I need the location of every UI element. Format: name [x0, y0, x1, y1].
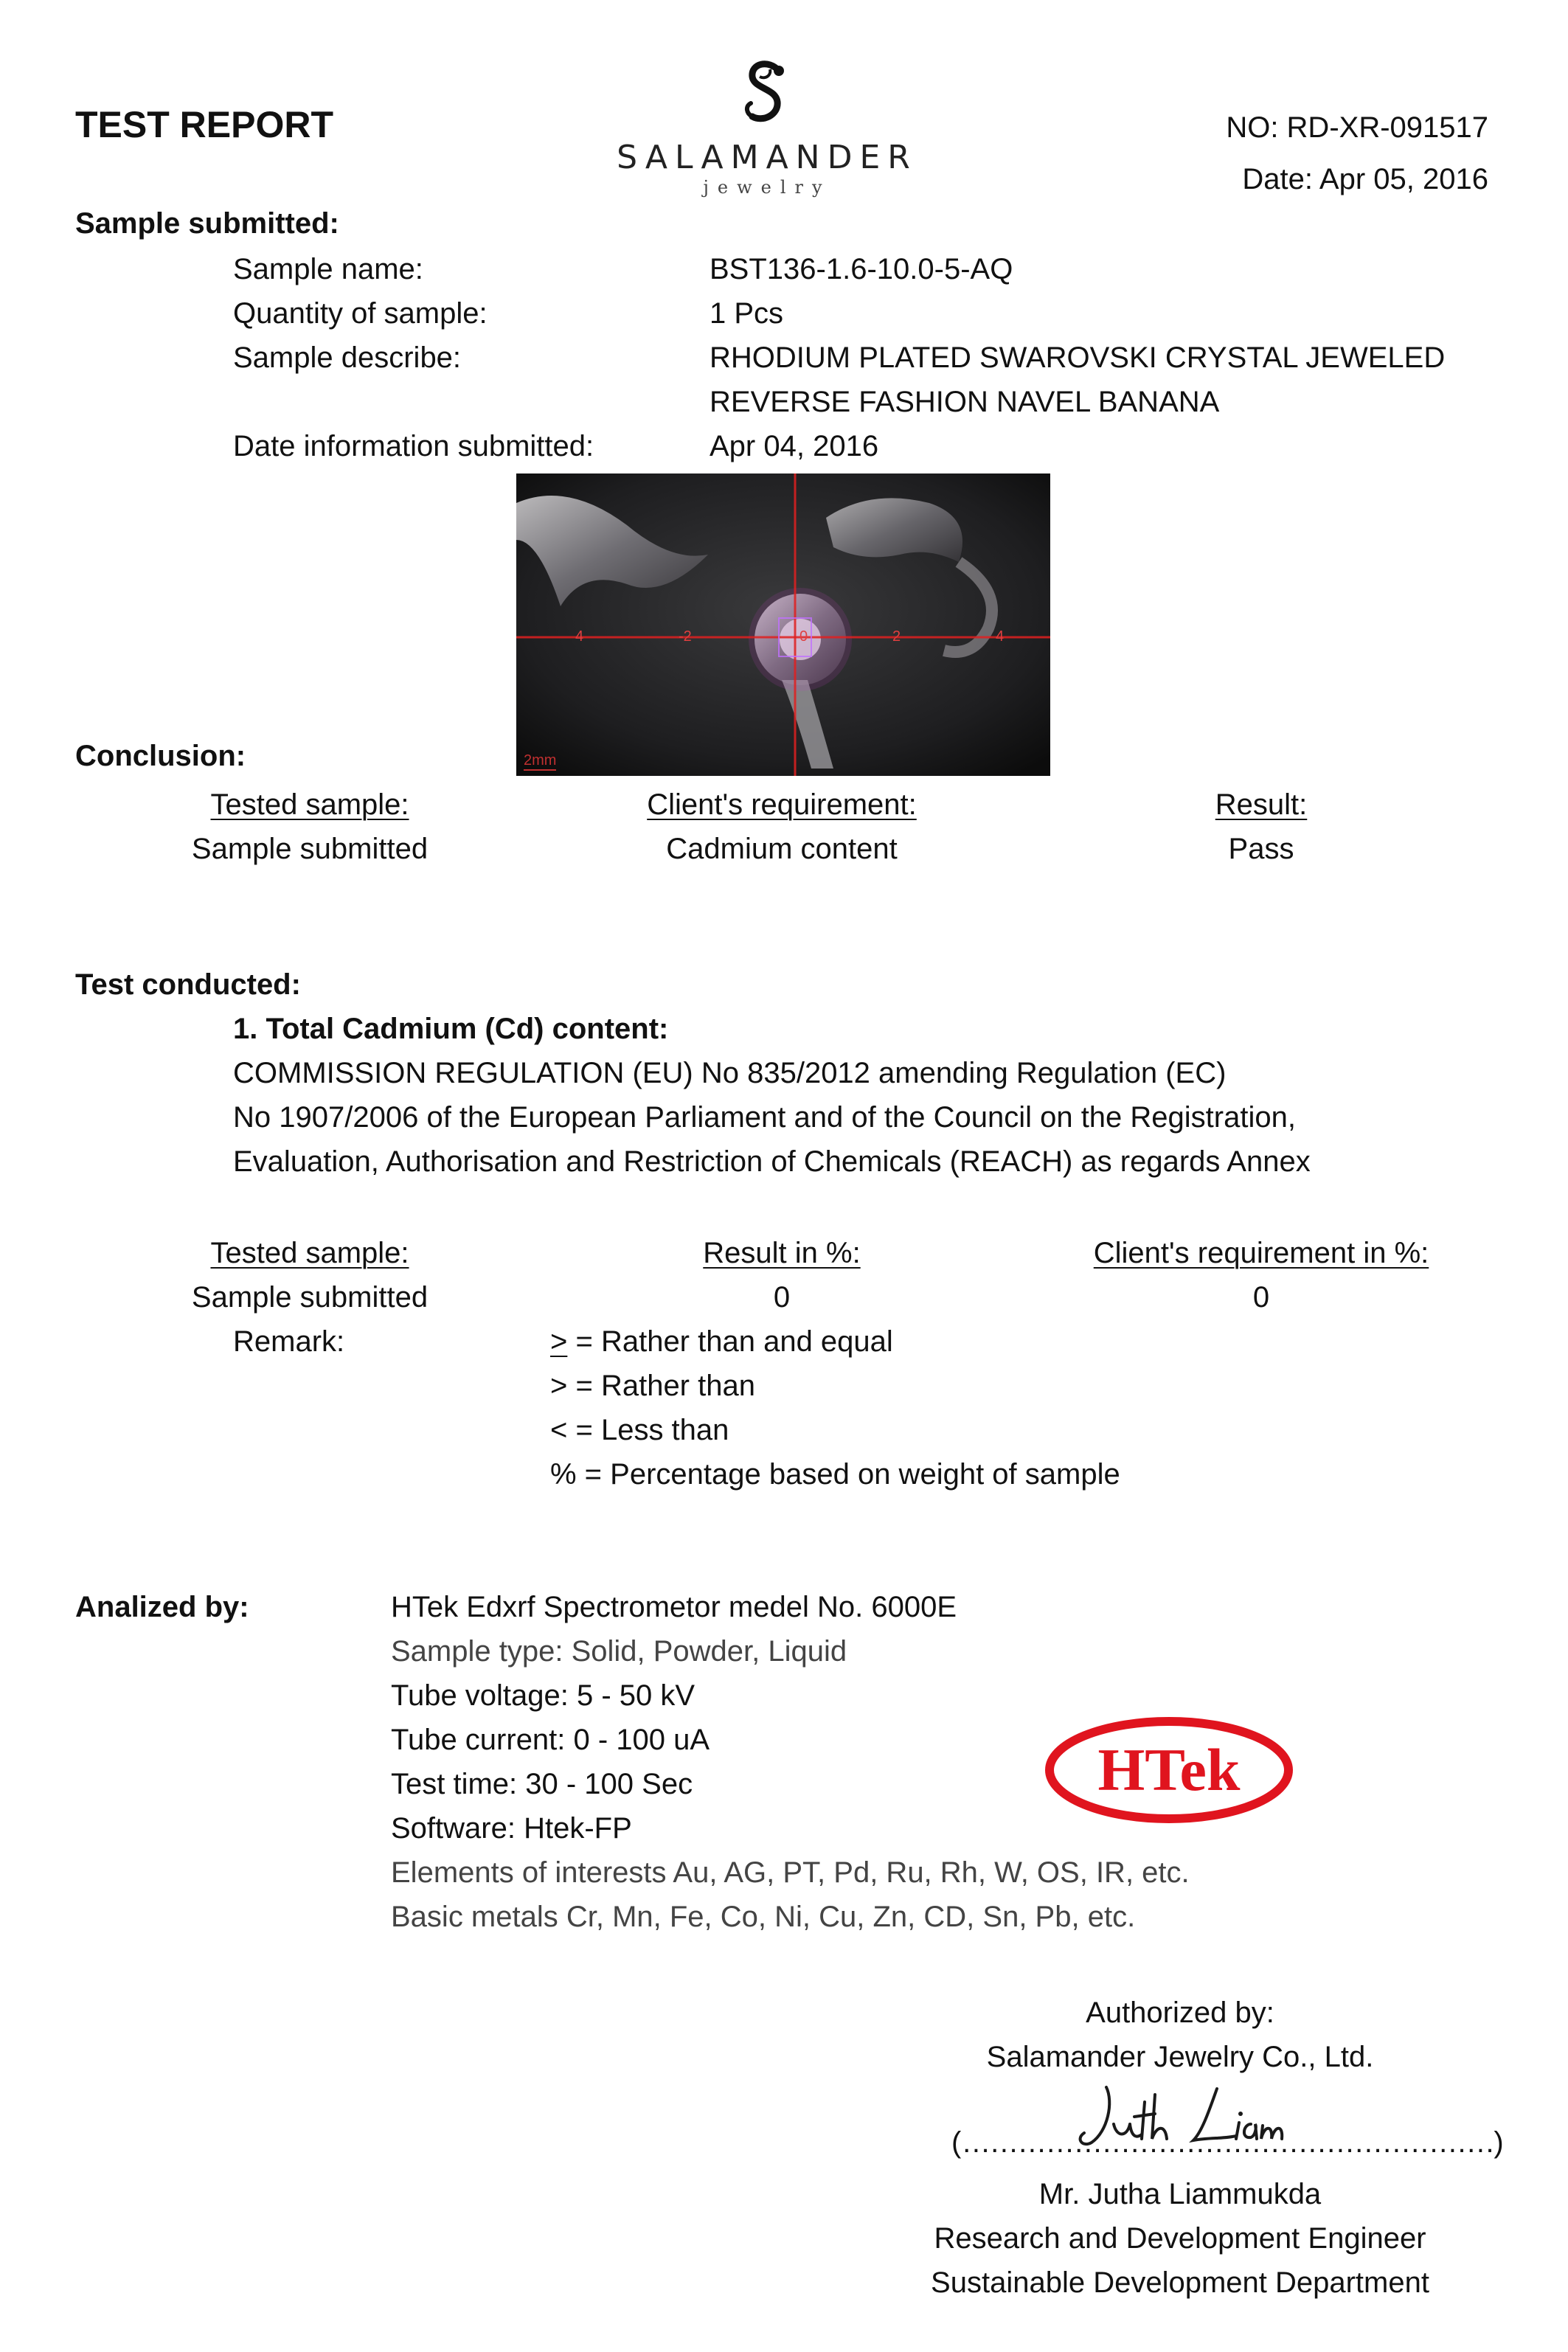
signer-name: Mr. Jutha Liammukda	[1038, 2178, 1322, 2210]
remark-symbol: >	[550, 1325, 568, 1358]
remark-item-3: < = Less than	[550, 1414, 729, 1446]
remark-item-4: % = Percentage based on weight of sample	[550, 1458, 1120, 1491]
sample-date-value: Apr 04, 2016	[710, 430, 879, 462]
test-col3-header: Client's requirement in %:	[1093, 1237, 1429, 1269]
test-item-title: 1. Total Cadmium (Cd) content:	[233, 1013, 669, 1045]
sample-heading: Sample submitted:	[75, 207, 339, 240]
photo-tick: 2	[892, 628, 901, 645]
authorized-label: Authorized by:	[1086, 1997, 1274, 2029]
photo-tick: 4	[575, 628, 584, 645]
test-col2-value: 0	[773, 1281, 791, 1314]
test-col3-value: 0	[1252, 1281, 1270, 1314]
remark-item-1	[550, 1323, 893, 1360]
conclusion-col3-value: Pass	[1228, 833, 1294, 865]
sample-qty-value: 1 Pcs	[710, 297, 784, 330]
report-date: Date: Apr 05, 2016	[1242, 163, 1488, 195]
conclusion-col2-header: Client's requirement:	[647, 788, 917, 821]
signature	[1062, 2080, 1305, 2154]
htek-logo-text: HTek	[1097, 1736, 1241, 1803]
signer-role: Research and Development Engineer	[934, 2222, 1426, 2255]
company-name: Salamander Jewelry Co., Ltd.	[986, 2041, 1374, 2073]
analysis-line7: Elements of interests Au, AG, PT, Pd, Ru, Rh, W, OS, IR, etc.	[391, 1856, 1190, 1889]
sample-qty-label: Quantity of sample:	[233, 297, 488, 330]
analysis-label: Analized by:	[75, 1591, 249, 1623]
test-heading: Test conducted:	[75, 968, 301, 1001]
conclusion-heading: Conclusion:	[75, 740, 246, 772]
report-number: NO: RD-XR-091517	[1226, 111, 1488, 144]
logo-subtitle: jewelry	[703, 177, 831, 198]
remark-label: Remark:	[233, 1325, 345, 1358]
analysis-line3: Tube voltage: 5 - 50 kV	[391, 1679, 695, 1712]
analysis-line8: Basic metals Cr, Mn, Fe, Co, Ni, Cu, Zn, CD, Sn, Pb, etc.	[391, 1901, 1136, 1933]
photo-tick: 4	[996, 628, 1005, 645]
signature-close-paren: )	[1494, 2126, 1504, 2159]
sample-name-label: Sample name:	[233, 253, 423, 285]
test-col1-value: Sample submitted	[191, 1281, 429, 1314]
conclusion-col1-header: Tested sample:	[210, 788, 409, 821]
report-title: TEST REPORT	[75, 104, 334, 145]
analysis-line5: Test time: 30 - 100 Sec	[391, 1768, 693, 1800]
sample-describe-label: Sample describe:	[233, 341, 462, 374]
photo-tick: 0	[799, 628, 808, 645]
logo-name: SALAMANDER	[617, 139, 917, 176]
sample-photo	[516, 473, 1050, 776]
conclusion-col1-value: Sample submitted	[191, 833, 429, 865]
signature-open-paren: (	[951, 2126, 962, 2159]
signature-dots: …………………………………………………	[961, 2126, 1494, 2159]
remark-item-2: > = Rather than	[550, 1370, 755, 1402]
sample-describe-line1: RHODIUM PLATED SWAROVSKI CRYSTAL JEWELED	[710, 341, 1446, 374]
analysis-line2: Sample type: Solid, Powder, Liquid	[391, 1635, 847, 1668]
conclusion-col2-value: Cadmium content	[666, 833, 898, 865]
regulation-line1: COMMISSION REGULATION (EU) No 835/2012 amending Regulation (EC)	[233, 1057, 1227, 1089]
sample-name-value: BST136-1.6-10.0-5-AQ	[710, 253, 1013, 285]
salamander-logo-icon	[730, 58, 804, 139]
regulation-line3: Evaluation, Authorisation and Restriction of Chemicals (REACH) as regards Annex	[233, 1145, 1311, 1178]
conclusion-col3-header: Result:	[1215, 788, 1308, 821]
sample-describe-line2: REVERSE FASHION NAVEL BANANA	[710, 386, 1220, 418]
regulation-line2: No 1907/2006 of the European Parliament and of the Council on the Registration,	[233, 1101, 1296, 1134]
photo-tick: -2	[679, 628, 692, 645]
test-col1-header: Tested sample:	[210, 1237, 409, 1269]
htek-logo	[1044, 1715, 1294, 1825]
analysis-line4: Tube current: 0 - 100 uA	[391, 1724, 710, 1756]
photo-scale-bar: 2mm	[524, 752, 556, 771]
analysis-line6: Software: Htek-FP	[391, 1812, 632, 1845]
analysis-line1: HTek Edxrf Spectrometor medel No. 6000E	[391, 1591, 957, 1623]
test-col2-header: Result in %:	[703, 1237, 861, 1269]
signature-text	[1062, 2080, 1066, 2081]
remark-text: = Rather than and equal	[567, 1325, 893, 1358]
sample-date-label: Date information submitted:	[233, 430, 594, 462]
signer-department: Sustainable Development Department	[931, 2266, 1429, 2299]
